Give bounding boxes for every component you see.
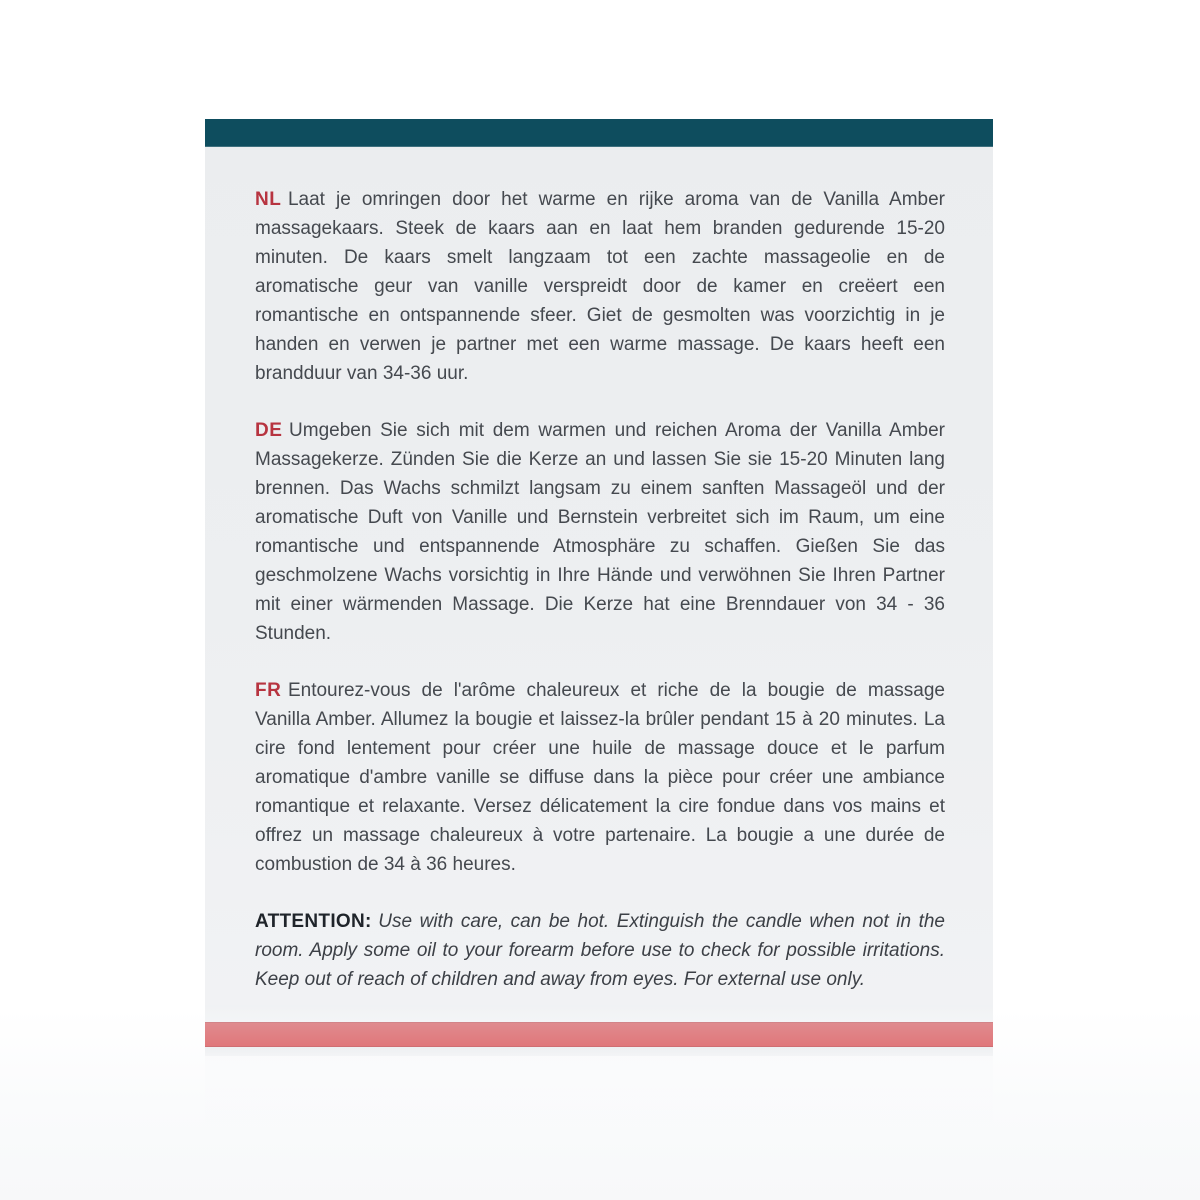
- language-section-nl: [255, 185, 945, 388]
- teal-top-bar: [205, 119, 993, 147]
- section-text-nl: Laat je omringen door het warme en rijke aroma van de Vanilla Amber massagekaars. Steek de kaars aan en laat hem branden gedurende 15-20 minuten. De kaars smelt langzaam tot een zachte massageolie en de aromatische geur van vanille verspreidt door de kamer en creëert een romantische en ontspannende sfeer. Giet de gesmolten was voorzichtig in je handen en verwen je partner met een warme massage. De kaars heeft een brandduur van 34-36 uur.: [255, 189, 945, 384]
- product-label-card: [205, 119, 993, 1005]
- language-code-nl: NL: [255, 189, 282, 210]
- language-code-fr: FR: [255, 680, 282, 701]
- red-bottom-bar: [205, 1022, 993, 1047]
- section-text-fr: Entourez-vous de l'arôme chaleureux et riche de la bougie de massage Vanilla Amber. Allumez la bougie et laissez-la brûler pendant 15 à 20 minutes. La cire fond lentement pour créer une huile de massage douce et le parfum aromatique d'ambre vanille se diffuse dans la pièce pour créer une ambiance romantique et relaxante. Versez délicatement la cire fondue dans vos mains et offrez un massage chaleureux à votre partenaire. La bougie a une durée de combustion de 34 à 36 heures.: [255, 680, 945, 875]
- attention-section: [255, 907, 945, 994]
- attention-text: Use with care, can be hot. Extinguish the candle when not in the room. Apply some oil to your forearm before use to check for possible irritations. Keep out of reach of children and away from eyes. For external use only.: [255, 911, 945, 990]
- language-code-de: DE: [255, 420, 283, 441]
- language-section-fr: [255, 676, 945, 879]
- language-section-de: [255, 416, 945, 648]
- label-text-content: [205, 147, 993, 1022]
- card-bottom-edge: [205, 1047, 993, 1056]
- attention-heading: ATTENTION:: [255, 911, 372, 932]
- section-text-de: Umgeben Sie sich mit dem warmen und reichen Aroma der Vanilla Amber Massagekerze. Zünden Sie die Kerze an und lassen Sie sie 15-20 Minuten lang brennen. Das Wachs schmilzt langsam zu einem sanften Massageöl und der aromatische Duft von Vanille und Bernstein verbreitet sich im Raum, um eine romantische und entspannende Atmosphäre zu schaffen. Gießen Sie das geschmolzene Wachs vorsichtig in Ihre Hände und verwöhnen Sie Ihren Partner mit einer wärmenden Massage. Die Kerze hat eine Brenndauer von 34 - 36 Stunden.: [255, 420, 945, 644]
